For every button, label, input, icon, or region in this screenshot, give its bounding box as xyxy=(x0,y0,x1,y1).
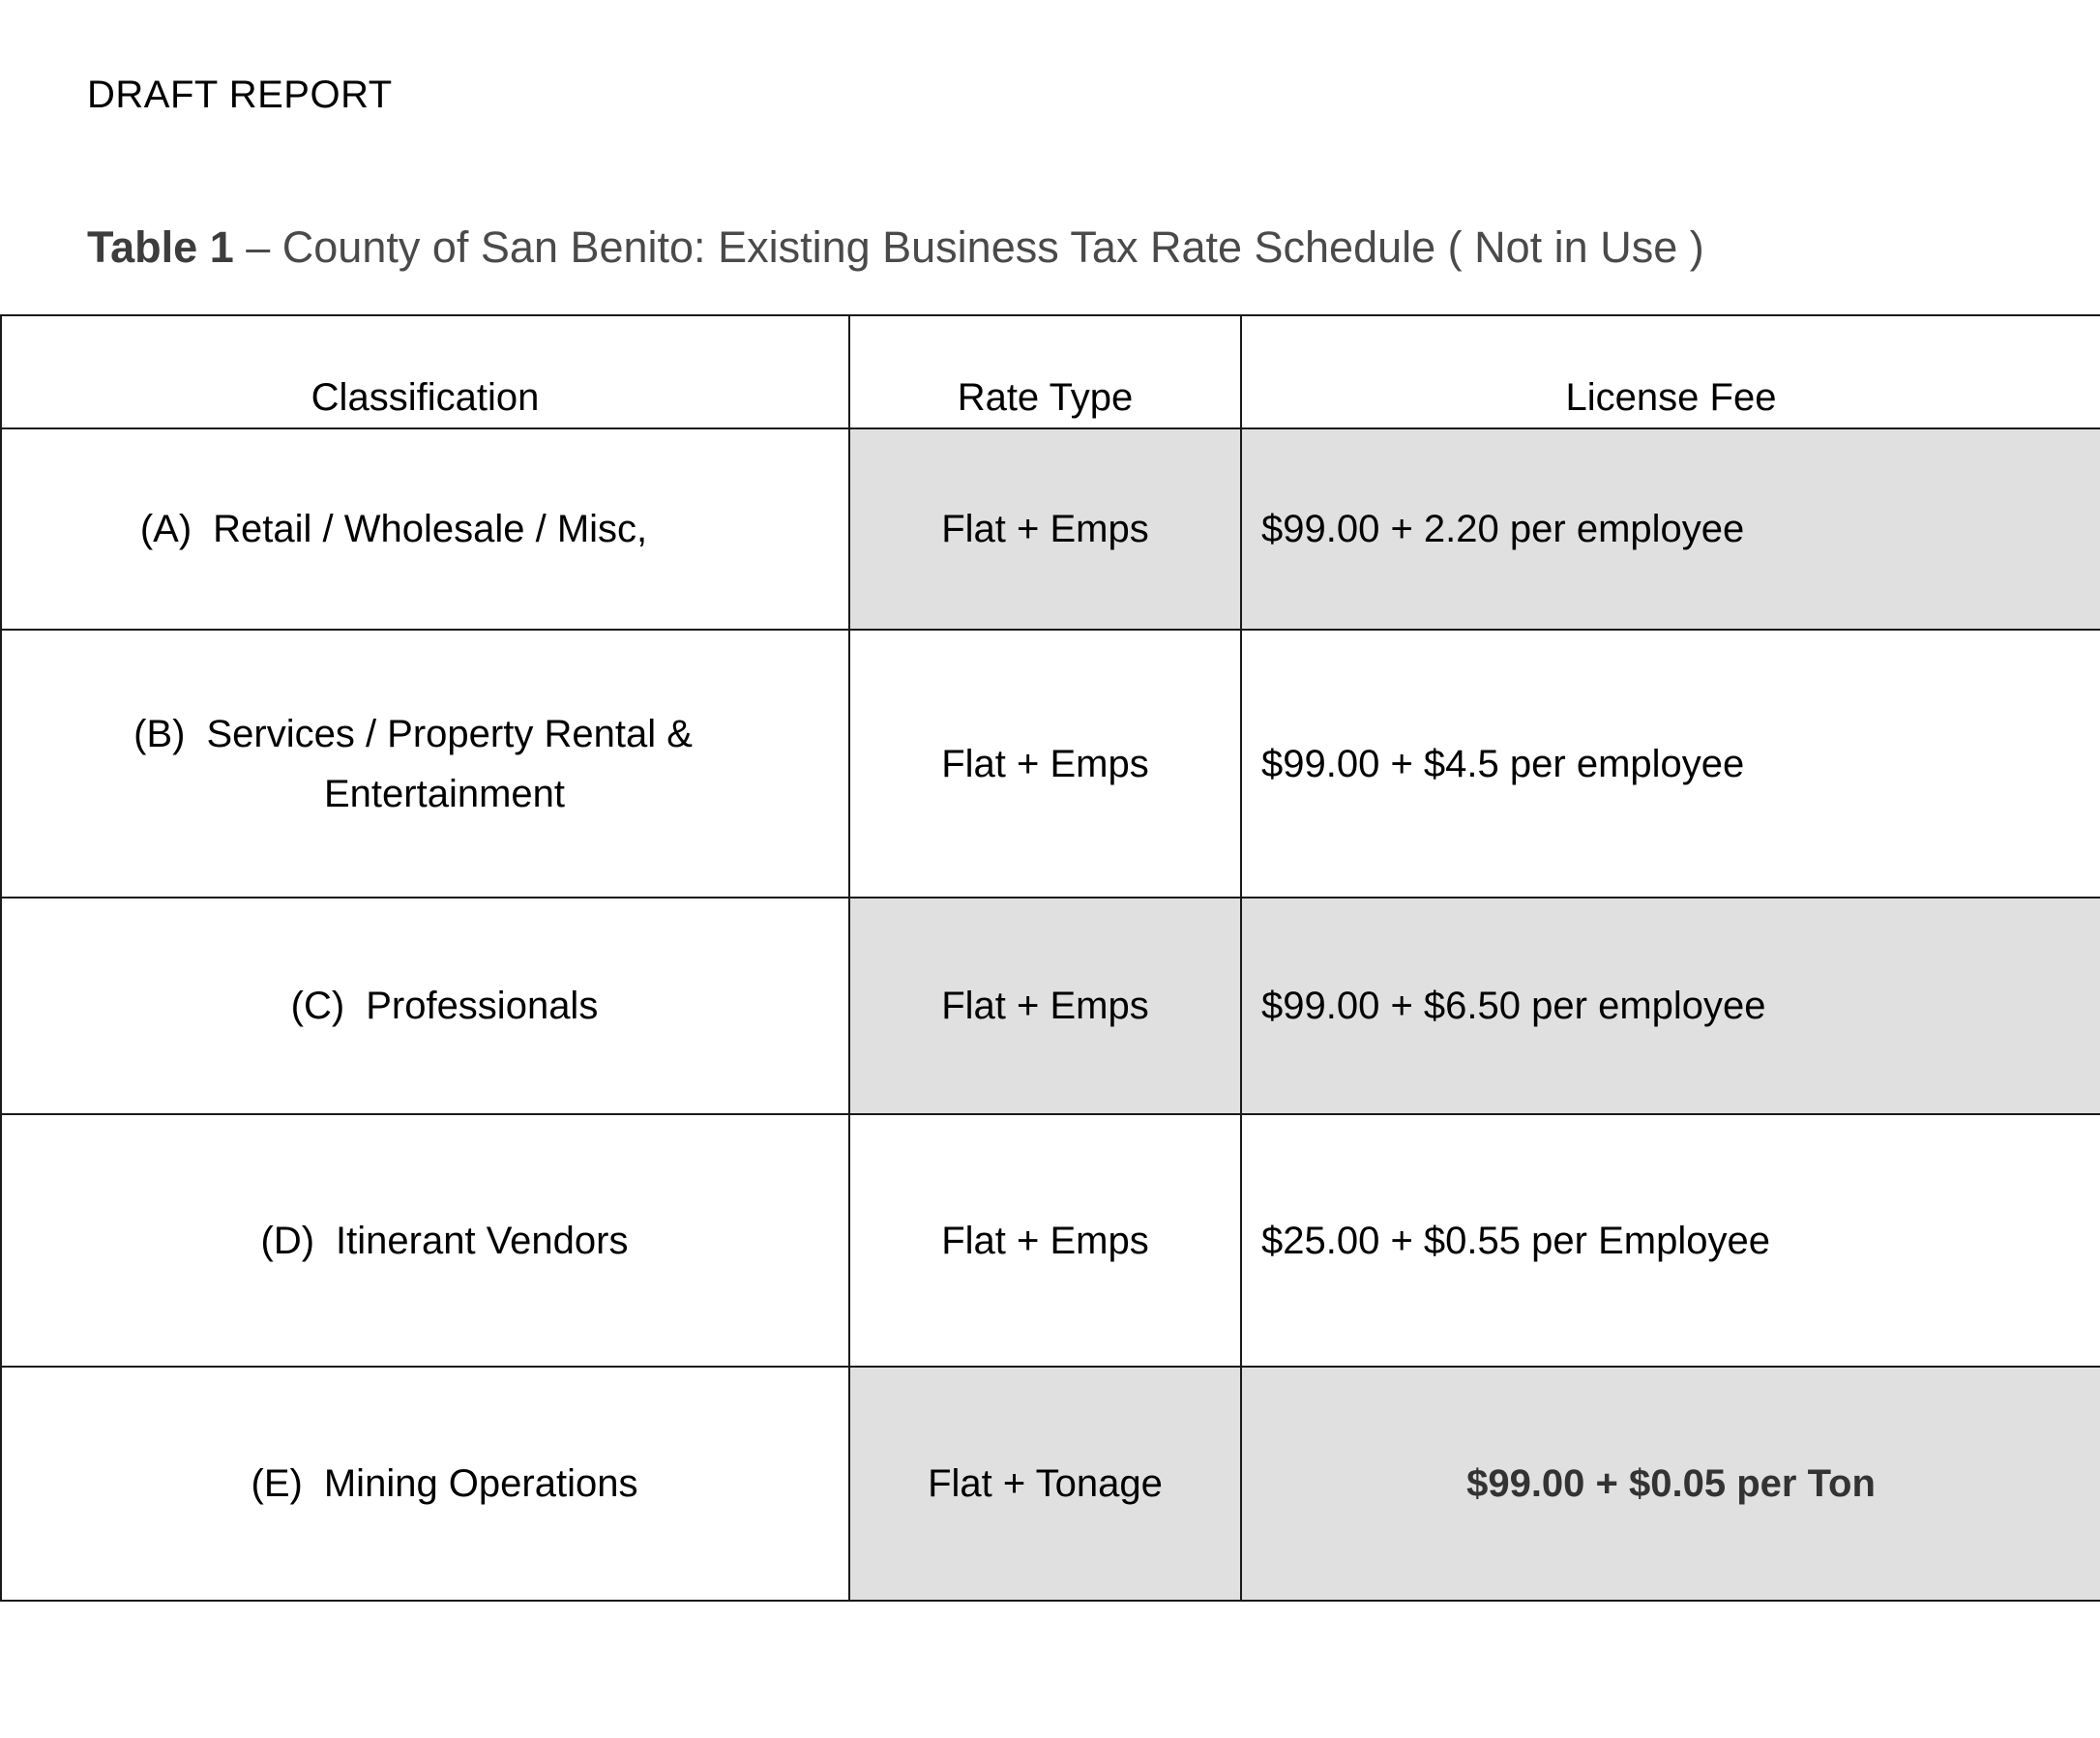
classification-cell xyxy=(1,428,849,630)
classification-name: Itinerant Vendors xyxy=(336,1219,629,1262)
classification-name: Services / Property Rental & xyxy=(206,712,693,755)
column-header-license-fee: License Fee xyxy=(1241,315,2100,428)
rate-type-cell: Flat + Emps xyxy=(849,1114,1241,1367)
table-caption xyxy=(87,219,1704,277)
rate-type-cell: Flat + Emps xyxy=(849,898,1241,1114)
classification-letter: (D) xyxy=(260,1219,315,1262)
classification-letter: (C) xyxy=(290,985,345,1027)
table-row xyxy=(1,1367,2100,1601)
classification-letter: (E) xyxy=(251,1462,303,1505)
classification-cell xyxy=(1,1367,849,1601)
table-caption-label: Table 1 xyxy=(87,222,234,272)
license-fee-cell: $99.00 + $4.5 per employee xyxy=(1241,630,2100,898)
table-row xyxy=(1,898,2100,1114)
classification-letter: (B) xyxy=(133,712,186,755)
classification-name: Mining Operations xyxy=(323,1462,638,1505)
rate-type-cell: Flat + Emps xyxy=(849,630,1241,898)
classification-name: Professionals xyxy=(366,985,599,1027)
table-caption-text: County of San Benito: Existing Business Tax Rate Schedule ( Not in Use ) xyxy=(281,222,1704,272)
classification-name: Retail / Wholesale / Misc, xyxy=(213,508,648,550)
table-header-row xyxy=(1,315,2100,428)
tax-rate-schedule-table xyxy=(0,314,2100,1602)
classification-letter: (A) xyxy=(139,508,192,550)
license-fee-cell: $99.00 + $0.05 per Ton xyxy=(1241,1367,2100,1601)
column-header-classification: Classification xyxy=(1,315,849,428)
table-row xyxy=(1,428,2100,630)
license-fee-cell: $99.00 + $6.50 per employee xyxy=(1241,898,2100,1114)
classification-cell xyxy=(1,898,849,1114)
classification-cell xyxy=(1,630,849,898)
draft-report-label: DRAFT REPORT xyxy=(87,74,393,116)
table-row xyxy=(1,630,2100,898)
rate-type-cell: Flat + Tonage xyxy=(849,1367,1241,1601)
column-header-rate-type: Rate Type xyxy=(849,315,1241,428)
table-row xyxy=(1,1114,2100,1367)
license-fee-cell: $99.00 + 2.20 per employee xyxy=(1241,428,2100,630)
rate-type-cell: Flat + Emps xyxy=(849,428,1241,630)
table-caption-dash: – xyxy=(233,222,282,272)
license-fee-cell: $25.00 + $0.55 per Employee xyxy=(1241,1114,2100,1367)
classification-name-continued: Entertainment xyxy=(323,772,566,815)
classification-cell xyxy=(1,1114,849,1367)
